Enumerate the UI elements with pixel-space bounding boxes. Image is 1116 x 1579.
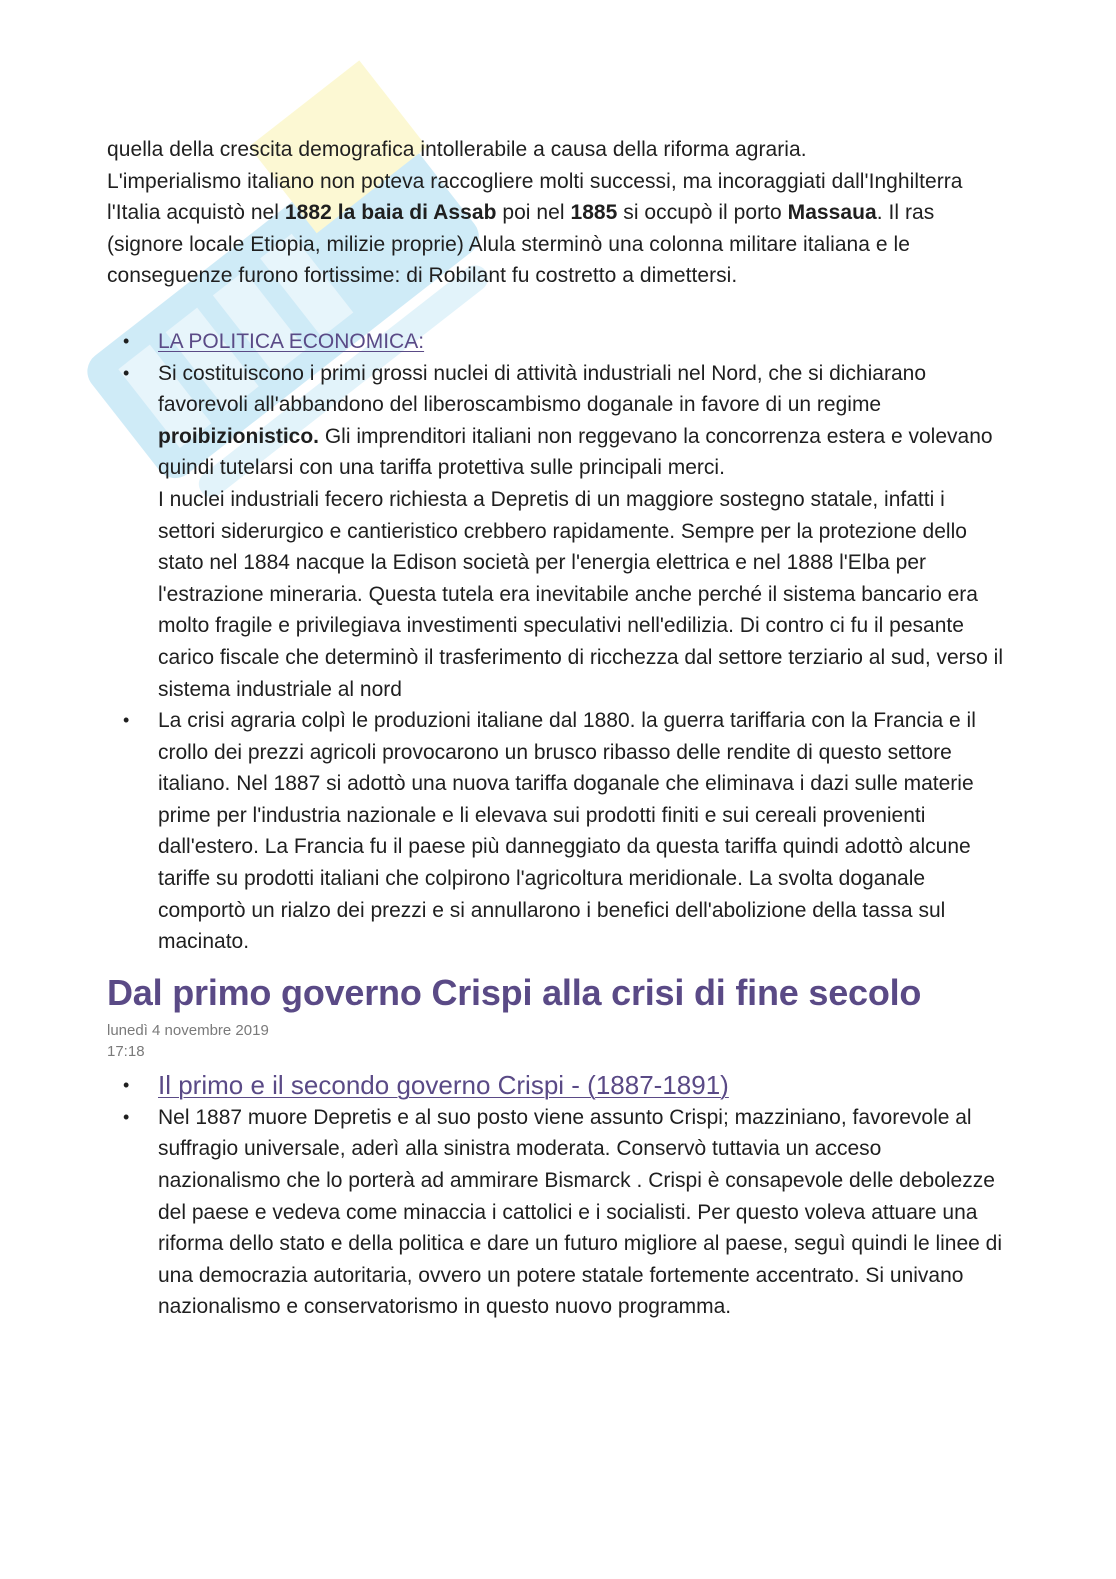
intro-text: L'imperialismo italiano non poteva raccogliere molti successi, ma incoraggiati dall'Inghilterra l'Italia acquistò nel	[107, 169, 963, 225]
list-item-text: La crisi agraria colpì le produzioni italiane dal 1880. la guerra tariffaria con la Francia e il crollo dei prezzi agricoli provocarono un brusco ribasso delle rendite di questo settore italiano. Nel 1887 si adottò una nuova tariffa doganale che eliminava i dazi sulle materie prime per l'industria nazionale e li elevava sui prodotti finiti e sui cereali provenienti dall'estero. La Francia fu il paese più danneggiato da questa tariffa quindi adottò alcune tariffe su prodotti italiani che colpirono l'agricoltura meridionale. La svolta doganale comportò un rialzo dei prezzi e si annullarono i benefici dell'abolizione della tassa sul macinato.	[158, 709, 976, 954]
intro-text: poi nel	[496, 201, 571, 225]
intro-bold-massaua: Massaua	[787, 201, 877, 225]
economic-policy-heading-link[interactable]: LA POLITICA ECONOMICA:	[158, 329, 425, 353]
intro-line-1: quella della crescita demografica intollerabile a causa della riforma agraria.	[107, 138, 807, 161]
document-page	[107, 134, 1007, 1323]
list-item-agrarian-crisis	[107, 705, 1007, 958]
list-item-economic-heading	[107, 326, 1007, 358]
note-timestamp	[107, 1020, 1007, 1062]
list-item-industrial-nuclei	[107, 358, 1007, 706]
list-item-crispi-heading	[107, 1068, 1007, 1102]
intro-text: . Il ras (signore locale Etiopia, milizie proprie) Alula sterminò una colonna militare italiana e le conseguenze furono fortissime: di Robilant fu costretto a dimettersi.	[107, 201, 935, 288]
bold-proibizionistico: proibizionistico.	[158, 424, 319, 448]
intro-bold-assab: 1882 la baia di Assab	[284, 201, 497, 225]
list-item-crispi-text	[107, 1102, 1007, 1323]
crispi-governments-heading-link[interactable]: Il primo e il secondo governo Crispi - (1887-1891)	[158, 1069, 729, 1100]
intro-paragraph	[107, 134, 1007, 292]
intro-bold-1885: 1885	[570, 201, 618, 225]
economic-policy-list	[107, 326, 1007, 958]
crispi-list	[107, 1068, 1007, 1323]
list-item-text: I nuclei industriali fecero richiesta a Depretis di un maggiore sostegno statale, infatti i settori siderurgico e cantieristico crebbero rapidamente. Sempre per la protezione dello stato nel 1884 nacque la Edison società per l'energia elettrica e nel 1888 l'Elba per l'estrazione mineraria. Questa tutela era inevitabile anche perché il sistema bancario era molto fragile e privilegiava investimenti speculativi nell'edilizia. Di contro ci fu il pesante carico fiscale che determinò il trasferimento di ricchezza dal settore terziario al sud, verso il sistema industriale al nord	[158, 487, 1004, 701]
list-item-text: Nel 1887 muore Depretis e al suo posto viene assunto Crispi; mazziniano, favorevole al suffragio universale, aderì alla sinistra moderata. Conservò tuttavia un acceso nazionalismo che lo porterà ad ammirare Bismarck . Crispi è consapevole delle debolezze del paese e vedeva come minaccia i cattolici e i socialisti. Per questo voleva attuare una riforma dello stato e della politica e dare un futuro migliore al paese, seguì quindi le linee di una democrazia autoritaria, ovvero un potere statale fortemente accentrato. Si univano nazionalismo e conservatorismo in questo nuovo programma.	[158, 1105, 1002, 1319]
list-item-text: Si costituiscono i primi grossi nuclei di attività industriali nel Nord, che si dichiarano favorevoli all'abbandono del liberoscambismo doganale in favore di un regime	[158, 361, 927, 417]
section-title: Dal primo governo Crispi alla crisi di fine secolo	[107, 971, 922, 1013]
list-item-text: Gli imprenditori italiani non reggevano la concorrenza estera e volevano quindi tutelarsi con una tariffa protettiva sulle principali merci.	[158, 424, 993, 480]
intro-text: si occupò il porto	[617, 201, 788, 225]
note-date: lunedì 4 novembre 2019	[107, 1021, 269, 1039]
note-time: 17:18	[107, 1042, 145, 1060]
